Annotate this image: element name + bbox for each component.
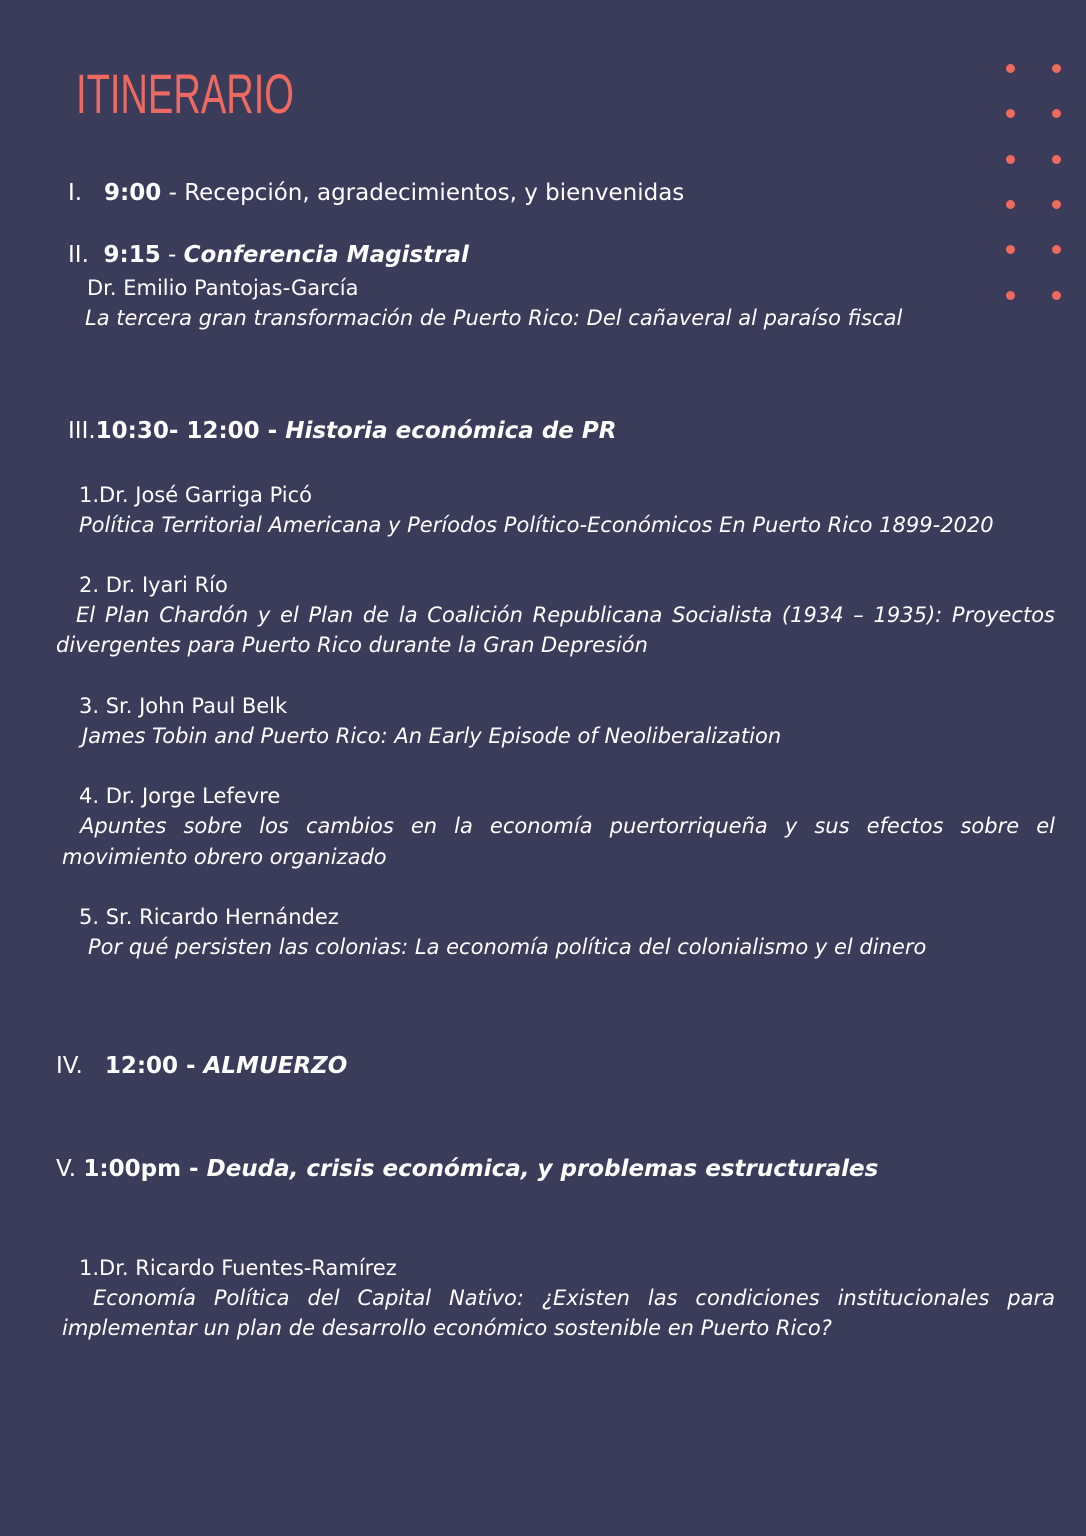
dot [1006,245,1015,254]
item-numeral: I. [68,180,83,206]
agenda-item-5 [56,1155,878,1183]
dot [1006,155,1015,164]
speaker-name: Dr. Emilio Pantojas-García [87,276,359,300]
talk-title: James Tobin and Puerto Rico: An Early Episode of Neoliberalization [82,724,782,748]
talk-title-line-1: El Plan Chardón y el Plan de la Coalición Republicana Socialista (1934 – 1935): Proyectos [76,603,1055,627]
item-title: Deuda, crisis económica, y problemas estructurales [206,1156,879,1182]
dot [1052,291,1061,300]
item-time: 12:00 [104,1053,179,1079]
decorative-dot-grid [1000,58,1070,308]
speaker-name: 4. Dr. Jorge Lefevre [79,784,281,808]
speaker-name: 1.Dr. Ricardo Fuentes-Ramírez [79,1256,397,1280]
talk-title-line-1: Economía Política del Capital Nativo: ¿Existen las condiciones institucionales para [93,1286,1055,1310]
talk-title-line-2: movimiento obrero organizado [62,845,387,869]
dot [1052,109,1061,118]
speaker-name: 3. Sr. John Paul Belk [79,694,288,718]
agenda-item-1 [68,179,684,207]
talk-title: La tercera gran transformación de Puerto Rico: Del cañaveral al paraíso fiscal [85,306,903,330]
talk-title: Política Territorial Americana y Períodos Político-Económicos En Puerto Rico 1899-2020 [79,513,994,537]
talk-title: Por qué persisten las colonias: La economía política del colonialismo y el dinero [88,935,927,959]
item-time: 9:00 [104,180,162,206]
item-time: 10:30- 12:00 [95,418,260,444]
item-numeral: IV. [56,1053,83,1079]
talk-title-line-1: Apuntes sobre los cambios en la economía puertorriqueña y sus efectos sobre el [80,814,1055,838]
dot [1052,200,1061,209]
item-description: Recepción, agradecimientos, y bienvenidas [184,180,685,206]
talk-title-line-2: implementar un plan de desarrollo económico sostenible en Puerto Rico? [62,1316,832,1340]
dot [1006,64,1015,73]
dot [1006,291,1015,300]
dot [1006,109,1015,118]
item-time: 1:00pm [83,1156,182,1182]
dot [1052,64,1061,73]
item-numeral: II. [68,242,89,268]
dot [1052,245,1061,254]
item-separator: - [181,1156,207,1182]
page-title: ITINERARIO [76,62,294,125]
talk-title-line-2: divergentes para Puerto Rico durante la Gran Depresión [56,633,648,657]
item-separator: - [178,1053,204,1079]
item-separator: - [259,418,286,444]
item-numeral: III. [68,418,96,444]
item-time: 9:15 [103,242,161,268]
agenda-item-2 [68,241,469,269]
speaker-name: 1.Dr. José Garriga Picó [79,483,313,507]
item-title: Conferencia Magistral [183,242,469,268]
dot [1006,200,1015,209]
item-separator: - [161,180,185,206]
speaker-name: 5. Sr. Ricardo Hernández [79,905,339,929]
item-title: ALMUERZO [203,1053,348,1079]
item-numeral: V. [56,1156,77,1182]
dot [1052,155,1061,164]
speaker-name: 2. Dr. Iyari Río [79,573,228,597]
item-separator: - [160,242,184,268]
agenda-item-3 [68,417,616,445]
item-title: Historia económica de PR [285,418,617,444]
agenda-item-4 [56,1052,347,1080]
